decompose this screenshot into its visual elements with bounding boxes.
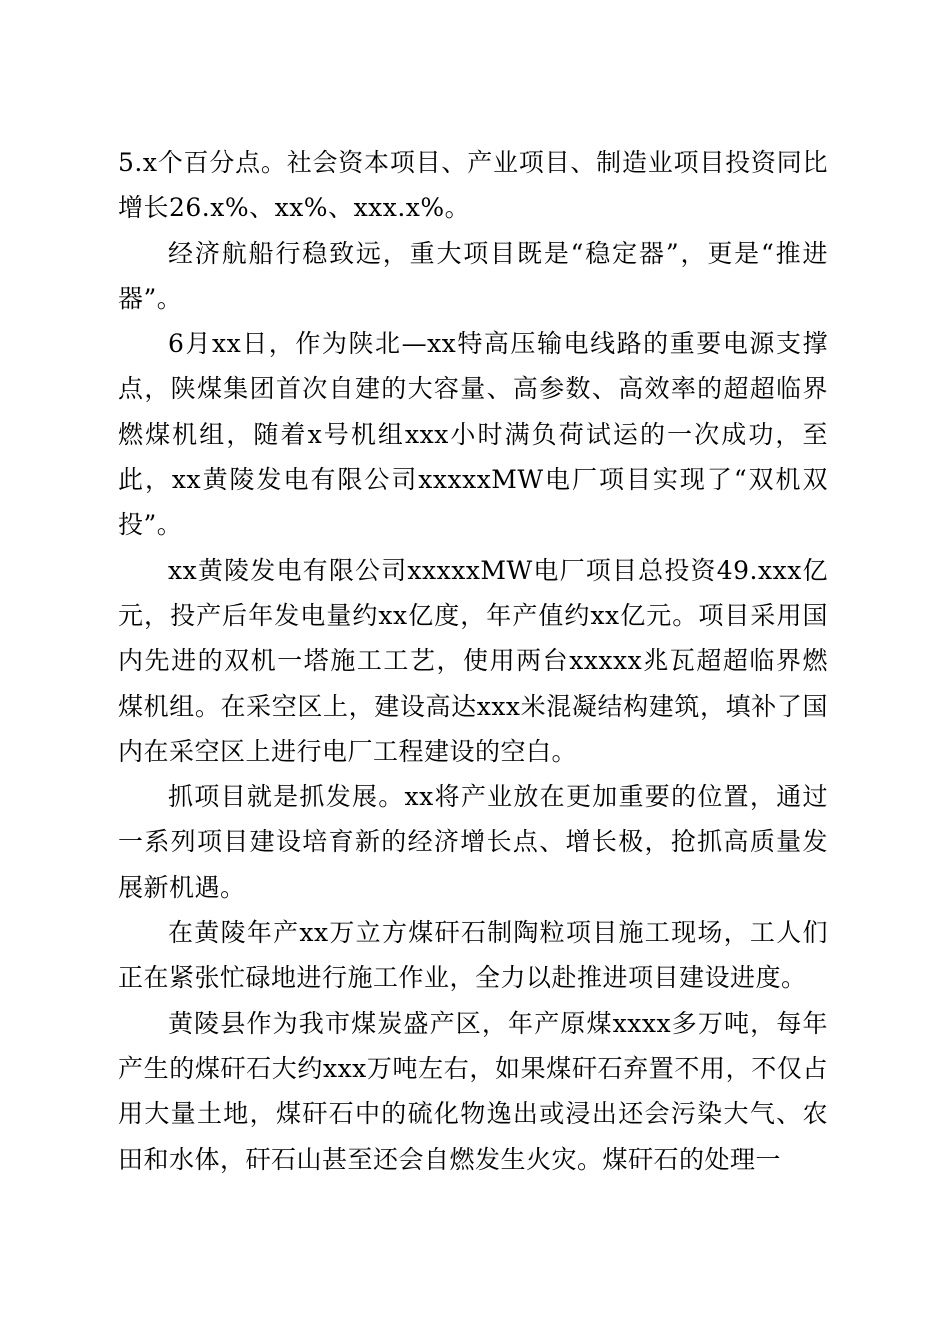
paragraph-7: 黄陵县作为我市煤炭盛产区，年产原煤xxxx多万吨，每年产生的煤矸石大约xxx万吨左右，如果煤矸石弃置不用，不仅占用大量土地，煤矸石中的硫化物逸出或浸出还会污染大气、农田和水体，矸石山甚至还会自燃发生火灾。煤矸石的处理一 [118,1008,828,1174]
document-body [118,140,828,1182]
paragraph-2: 经济航船行稳致远，重大项目既是“稳定器”，更是“推进器”。 [118,238,828,313]
paragraph-6: 在黄陵年产xx万立方煤矸石制陶粒项目施工现场，工人们正在紧张忙碌地进行施工作业，全力以赴推进项目建设进度。 [118,918,828,993]
paragraph-5: 抓项目就是抓发展。xx将产业放在更加重要的位置，通过一系列项目建设培育新的经济增长点、增长极，抢抓高质量发展新机遇。 [118,782,828,902]
paragraph-3: 6月xx日，作为陕北—xx特高压输电线路的重要电源支撑点，陕煤集团首次自建的大容量、高参数、高效率的超超临界燃煤机组，随着x号机组xxx小时满负荷试运的一次成功，至此，xx黄陵发电有限公司xxxxxMW电厂项目实现了“双机双投”。 [118,329,828,540]
paragraph-1: 5.x个百分点。社会资本项目、产业项目、制造业项目投资同比增长26.x%、xx%、xxx.x%。 [118,148,828,223]
paragraph-4: xx黄陵发电有限公司xxxxxMW电厂项目总投资49.xxx亿元，投产后年发电量约xx亿度，年产值约xx亿元。项目采用国内先进的双机一塔施工工艺，使用两台xxxxx兆瓦超超临界燃煤机组。在采空区上，建设高达xxx米混凝结构建筑，填补了国内在采空区上进行电厂工程建设的空白。 [118,555,828,766]
